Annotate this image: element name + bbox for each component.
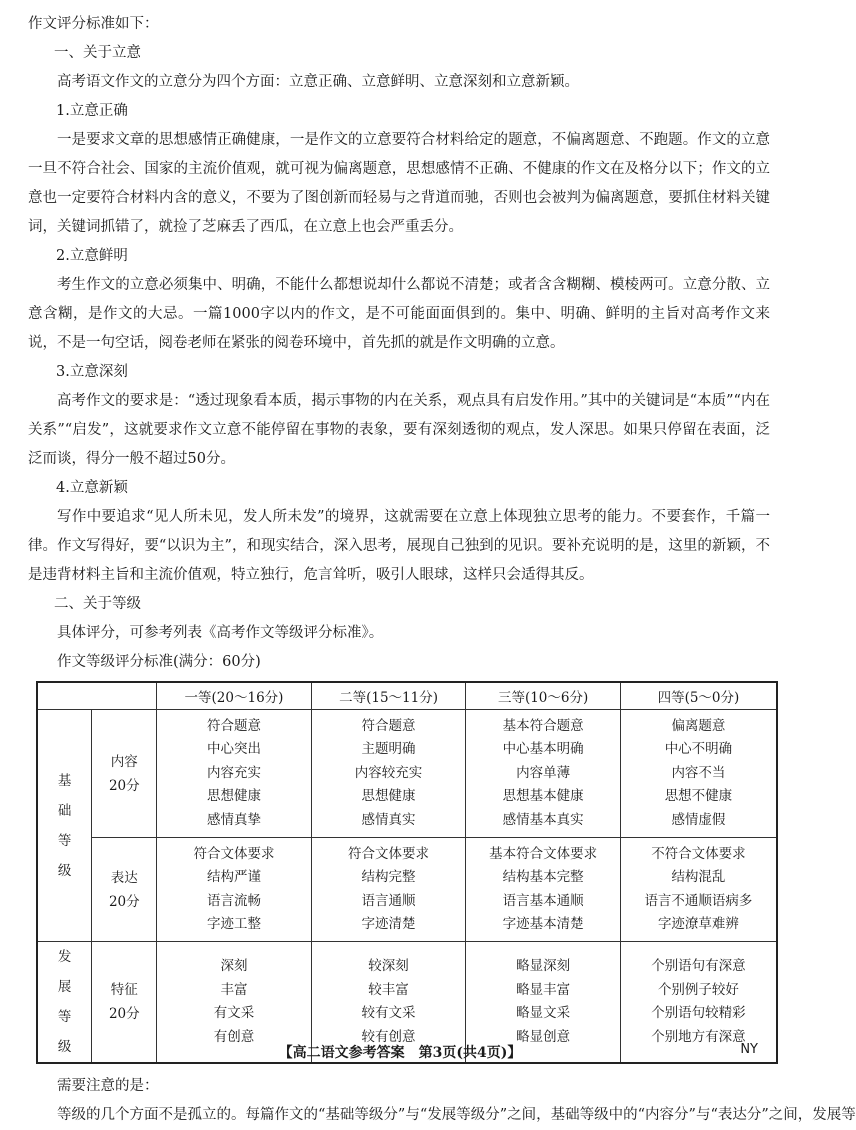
item2-text: 考生作文的立意必须集中、明确，不能什么都想说却什么都说不清楚；或者含含糊糊、模棱两可。立意分散、立意含糊，是作文的大忌。一篇1000字以内的作文，是不可能面面俱到的。集中、明确、鲜明的主旨对高考作文来说，不是一句空话，阅卷老师在紧张的阅卷环境中，首先抓的就是作文明确的立意。 [28,277,770,351]
header-grade-1: 一等(20～16分) [157,682,312,710]
section2-heading: 二、关于等级 [54,596,141,612]
table-row-expression [37,838,777,942]
cell-features-grade-3: 略显深刻 略显丰富 略显文采 略显创意 [466,942,621,1064]
item4-text: 写作中要追求“见人所未见，发人所未发”的境界，这就需要在立意上体现独立思考的能力。不要套作，千篇一律。作文写得好，要“以识为主”，和现实结合，深入思考，展现自己独到的见识。要补充说明的是，这里的新颖，不是违背材料主旨和主流价值观，特立独行，危言耸听，吸引人眼球，这样只会适得其反。 [28,509,770,583]
row-label-features: 特征 20分 [92,942,157,1064]
header-grade-2: 二等(15～11分) [311,682,466,710]
item3-heading: 3.立意深刻 [56,364,128,380]
table-title: 作文等级评分标准(满分：60分) [57,654,261,670]
table-row-content [37,710,777,838]
cell-expression-grade-1: 符合文体要求 结构严谨 语言流畅 字迹工整 [157,838,312,942]
table-header-row [37,682,777,710]
row-label-content: 内容 20分 [92,710,157,838]
cell-content-grade-2: 符合题意 主题明确 内容较充实 思想健康 感情真实 [311,710,466,838]
cell-content-grade-4: 偏离题意 中心不明确 内容不当 思想不健康 感情虚假 [620,710,777,838]
group-label-development: 发 展 等 级 [37,942,92,1064]
cell-expression-grade-3: 基本符合文体要求 结构基本完整 语言基本通顺 字迹基本清楚 [466,838,621,942]
cell-features-grade-2: 较深刻 较丰富 较有文采 较有创意 [311,942,466,1064]
item1-text: 一是要求文章的思想感情正确健康，一是作文的立意要符合材料给定的题意，不偏离题意、不跑题。作文的立意一旦不符合社会、国家的主流价值观，就可视为偏离题意，思想感情不正确、不健康的作文在及格分以下；作文的立意也一定要符合材料内含的意义，不要为了图创新而轻易与之背道而驰，否则也会被判为偏离题意，要抓住材料关键词，关键词抓错了，就捡了芝麻丢了西瓜，在立意上也会严重丢分。 [28,132,770,235]
cell-expression-grade-2: 符合文体要求 结构完整 语言通顺 字迹清楚 [311,838,466,942]
footer-code: NY [740,1042,758,1057]
item2-heading: 2.立意鲜明 [56,248,128,264]
row-label-expression: 表达 20分 [92,838,157,942]
header-grade-4: 四等(5～0分) [620,682,777,710]
footer-label: 【高二语文参考答案 第3页(共4页)】 [278,1045,522,1061]
section2-lead: 具体评分，可参考列表《高考作文等级评分标准》。 [57,625,384,641]
section1-lead: 高考语文作文的立意分为四个方面：立意正确、立意鲜明、立意深刻和立意新颖。 [57,74,579,90]
group-label-basic: 基 础 等 级 [37,710,92,942]
item3-text: 高考作文的要求是：“透过现象看本质，揭示事物的内在关系，观点具有启发作用。”其中的关键词是“本质”“内在关系”“启发”，这就要求作文立意不能停留在事物的表象，要有深刻透彻的观点，发人深思。如果只停留在表面，泛泛而谈，得分一般不超过50分。 [28,393,770,467]
cell-features-grade-1: 深刻 丰富 有文采 有创意 [157,942,312,1064]
cell-content-grade-3: 基本符合题意 中心基本明确 内容单薄 思想基本健康 感情基本真实 [466,710,621,838]
notes-heading: 需要注意的是： [57,1078,159,1094]
grading-table [36,681,778,1064]
cell-content-grade-1: 符合题意 中心突出 内容充实 思想健康 感情真挚 [157,710,312,838]
cell-features-grade-4: 个别语句有深意 个别例子较好 个别语句较精彩 个别地方有深意 [620,942,777,1064]
section1-heading: 一、关于立意 [54,45,141,61]
notes-text: 等级的几个方面不是孤立的。每篇作文的“基础等级分”与“发展等级分”之间，基础等级中的“内容分”与“表达分”之间，发展等 [57,1107,856,1123]
header-corner [37,682,157,710]
intro-line: 作文评分标准如下： [28,16,159,32]
item4-heading: 4.立意新颖 [56,480,128,496]
item1-heading: 1.立意正确 [56,103,128,119]
header-grade-3: 三等(10～6分) [466,682,621,710]
cell-expression-grade-4: 不符合文体要求 结构混乱 语言不通顺语病多 字迹潦草难辨 [620,838,777,942]
